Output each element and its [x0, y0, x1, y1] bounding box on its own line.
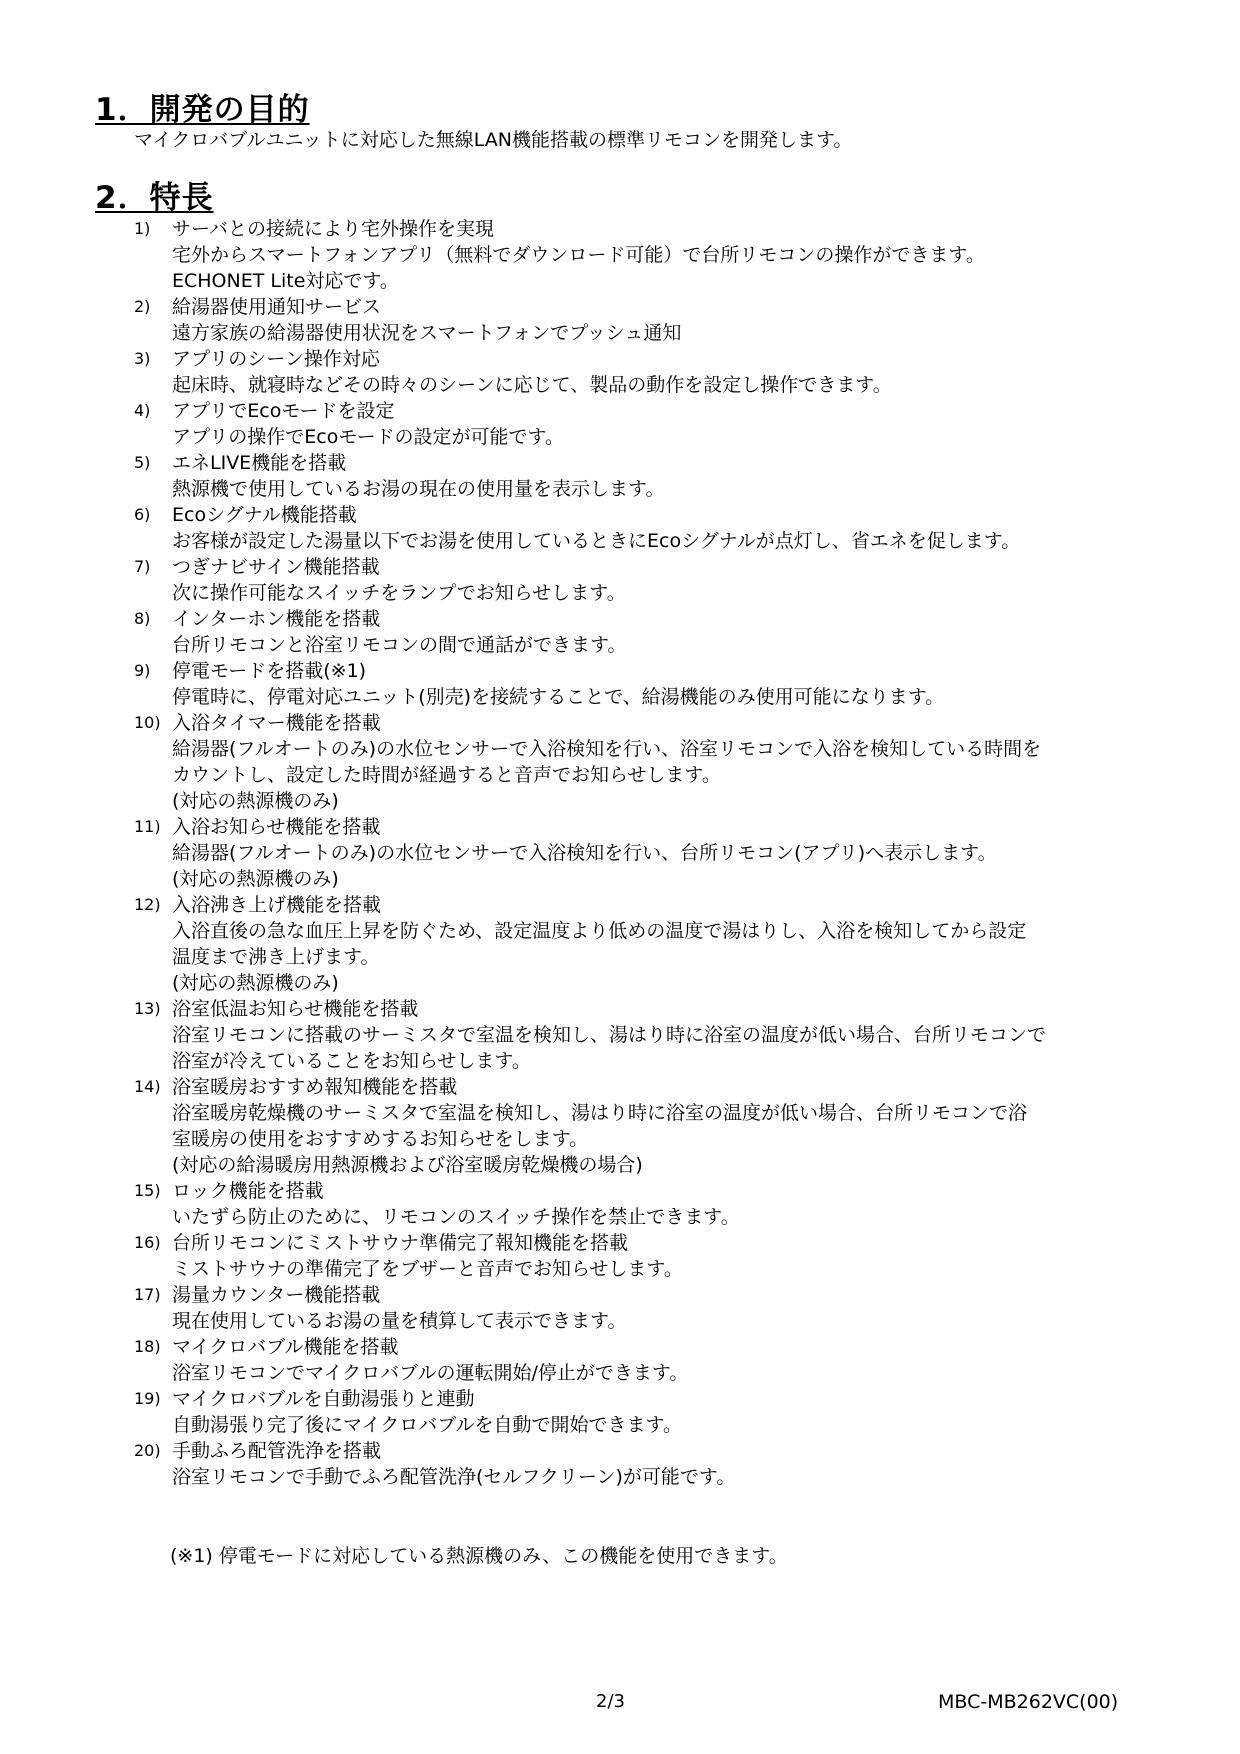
feature-body: [172, 554, 1194, 606]
feature-description-line: いたずら防止のために、リモコンのスイッチ操作を禁止できます。: [172, 1206, 740, 1228]
feature-body: [172, 216, 1194, 294]
feature-title: 入浴沸き上げ機能を搭載: [172, 894, 382, 916]
feature-title: 入浴お知らせ機能を搭載: [172, 816, 381, 838]
feature-description-line: 停電時に、停電対応ユニット(別売)を接続することで、給湯機能のみ使用可能になります。: [172, 686, 945, 708]
feature-title: アプリのシーン操作対応: [172, 348, 380, 370]
feature-title: 湯量カウンター機能搭載: [172, 1284, 381, 1306]
feature-description-line: 起床時、就寝時などその時々のシーンに応じて、製品の動作を設定し操作できます。: [172, 374, 892, 396]
feature-body: [172, 502, 1194, 554]
feature-number: 15): [134, 1181, 161, 1200]
feature-item: [134, 1386, 1194, 1438]
feature-number: 3): [134, 349, 151, 368]
feature-body: [172, 398, 1194, 450]
section-2-heading: 2．特長: [95, 180, 214, 216]
feature-item: [134, 554, 1194, 606]
feature-item: [134, 606, 1194, 658]
feature-number: 14): [134, 1077, 161, 1096]
feature-description-line: 入浴直後の急な血圧上昇を防ぐため、設定温度より低めの温度で湯はりし、入浴を検知してから設定: [172, 920, 1027, 942]
feature-description-line: 給湯器(フルオートのみ)の水位センサーで入浴検知を行い、台所リモコン(アプリ)へ表示します。: [172, 842, 997, 864]
feature-item: [134, 710, 1194, 814]
feature-description-line: 浴室暖房乾燥機のサーミスタで室温を検知し、湯はり時に浴室の温度が低い場合、台所リモコンで浴: [172, 1102, 1028, 1124]
feature-body: [172, 658, 1194, 710]
feature-description-line: (対応の給湯暖房用熱源機および浴室暖房乾燥機の場合): [172, 1154, 643, 1176]
feature-title: アプリでEcoモードを設定: [172, 400, 395, 422]
feature-number: 10): [134, 713, 161, 732]
feature-number: 18): [134, 1337, 161, 1356]
feature-item: [134, 996, 1194, 1074]
feature-description-line: 給湯器(フルオートのみ)の水位センサーで入浴検知を行い、浴室リモコンで入浴を検知している時間を: [172, 738, 1042, 760]
feature-number: 16): [134, 1233, 161, 1252]
feature-description-line: カウントし、設定した時間が経過すると音声でお知らせします。: [172, 764, 721, 786]
feature-title: 浴室低温お知らせ機能を搭載: [172, 998, 419, 1020]
feature-body: [172, 1334, 1194, 1386]
feature-item: [134, 1230, 1194, 1282]
feature-description-line: 遠方家族の給湯器使用状況をスマートフォンでプッシュ通知: [172, 322, 682, 344]
feature-description-line: 現在使用しているお湯の量を積算して表示できます。: [172, 1310, 627, 1332]
feature-item: [134, 502, 1194, 554]
document-code: MBC-MB262VC(00): [938, 1691, 1119, 1713]
feature-item: [134, 1282, 1194, 1334]
feature-title: マイクロバブル機能を搭載: [172, 1336, 399, 1358]
feature-item: [134, 1438, 1194, 1490]
feature-body: [172, 450, 1194, 502]
feature-number: 8): [134, 609, 151, 628]
feature-item: [134, 1074, 1194, 1178]
feature-description-line: 温度まで沸き上げます。: [172, 946, 380, 968]
feature-description-line: 宅外からスマートフォンアプリ（無料でダウンロード可能）で台所リモコンの操作ができます。: [172, 244, 985, 266]
feature-item: [134, 658, 1194, 710]
feature-description-line: 浴室リモコンでマイクロバブルの運転開始/停止ができます。: [172, 1362, 689, 1384]
feature-number: 5): [134, 453, 151, 472]
feature-description-line: 自動湯張り完了後にマイクロバブルを自動で開始できます。: [172, 1414, 682, 1436]
feature-title: サーバとの接続により宅外操作を実現: [172, 218, 495, 240]
feature-number: 20): [134, 1441, 161, 1460]
feature-title: 手動ふろ配管洗浄を搭載: [172, 1440, 382, 1462]
feature-body: [172, 1178, 1194, 1230]
feature-number: 4): [134, 401, 151, 420]
feature-item: [134, 1334, 1194, 1386]
feature-title: 浴室暖房おすすめ報知機能を搭載: [172, 1076, 458, 1098]
feature-body: [172, 996, 1194, 1074]
feature-body: [172, 710, 1194, 814]
feature-item: [134, 398, 1194, 450]
section-1-heading: 1．開発の目的: [95, 92, 310, 128]
feature-number: 11): [134, 817, 161, 836]
feature-item: [134, 216, 1194, 294]
feature-title: 入浴タイマー機能を搭載: [172, 712, 381, 734]
feature-body: [172, 1282, 1194, 1334]
feature-description-line: ミストサウナの準備完了をブザーと音声でお知らせします。: [172, 1258, 683, 1280]
feature-description-line: 浴室リモコンで手動でふろ配管洗浄(セルフクリーン)が可能です。: [172, 1466, 736, 1488]
feature-list: [134, 216, 1194, 1490]
feature-title: 給湯器使用通知サービス: [172, 296, 382, 318]
feature-body: [172, 1386, 1194, 1438]
feature-title: エネLIVE機能を搭載: [172, 452, 347, 474]
feature-number: 12): [134, 895, 161, 914]
feature-description-line: 室暖房の使用をおすすめするお知らせをします。: [172, 1128, 589, 1150]
feature-title: つぎナビサイン機能搭載: [172, 556, 380, 578]
feature-description-line: 浴室が冷えていることをお知らせします。: [172, 1050, 531, 1072]
feature-description-line: アプリの操作でEcoモードの設定が可能です。: [172, 426, 565, 448]
feature-number: 9): [134, 661, 151, 680]
feature-item: [134, 814, 1194, 892]
feature-item: [134, 294, 1194, 346]
feature-description-line: お客様が設定した湯量以下でお湯を使用しているときにEcoシグナルが点灯し、省エネを促します。: [172, 530, 1021, 552]
feature-item: [134, 892, 1194, 996]
feature-number: 19): [134, 1389, 161, 1408]
feature-description-line: (対応の熱源機のみ): [172, 868, 339, 890]
feature-title: 台所リモコンにミストサウナ準備完了報知機能を搭載: [172, 1232, 629, 1254]
feature-description-line: 熱源機で使用しているお湯の現在の使用量を表示します。: [172, 478, 665, 500]
feature-number: 2): [134, 297, 151, 316]
feature-number: 17): [134, 1285, 161, 1304]
feature-item: [134, 346, 1194, 398]
page-number: 2/3: [596, 1691, 625, 1712]
feature-description-line: 台所リモコンと浴室リモコンの間で通話ができます。: [172, 634, 627, 656]
feature-number: 7): [134, 557, 151, 576]
feature-body: [172, 1074, 1194, 1178]
feature-body: [172, 892, 1194, 996]
feature-description-line: (対応の熱源機のみ): [172, 972, 339, 994]
feature-description-line: ECHONET Lite対応です。: [172, 270, 399, 292]
feature-title: Ecoシグナル機能搭載: [172, 504, 357, 526]
feature-title: インターホン機能を搭載: [172, 608, 381, 630]
feature-title: 停電モードを搭載(※1): [172, 660, 367, 682]
feature-number: 1): [134, 219, 151, 238]
feature-body: [172, 814, 1194, 892]
feature-body: [172, 346, 1194, 398]
feature-title: ロック機能を搭載: [172, 1180, 324, 1202]
feature-number: 13): [134, 999, 161, 1018]
footnote: (※1) 停電モードに対応している熱源機のみ、この機能を使用できます。: [170, 1545, 788, 1567]
feature-number: 6): [134, 505, 151, 524]
feature-description-line: 次に操作可能なスイッチをランプでお知らせします。: [172, 582, 626, 604]
feature-item: [134, 1178, 1194, 1230]
section-1-text: マイクロバブルユニットに対応した無線LAN機能搭載の標準リモコンを開発します。: [134, 129, 853, 151]
feature-body: [172, 606, 1194, 658]
feature-title: マイクロバブルを自動湯張りと連動: [172, 1388, 475, 1410]
feature-item: [134, 450, 1194, 502]
feature-body: [172, 294, 1194, 346]
feature-body: [172, 1230, 1194, 1282]
feature-body: [172, 1438, 1194, 1490]
feature-description-line: (対応の熱源機のみ): [172, 790, 339, 812]
feature-description-line: 浴室リモコンに搭載のサーミスタで室温を検知し、湯はり時に浴室の温度が低い場合、台所リモコンで: [172, 1024, 1047, 1046]
